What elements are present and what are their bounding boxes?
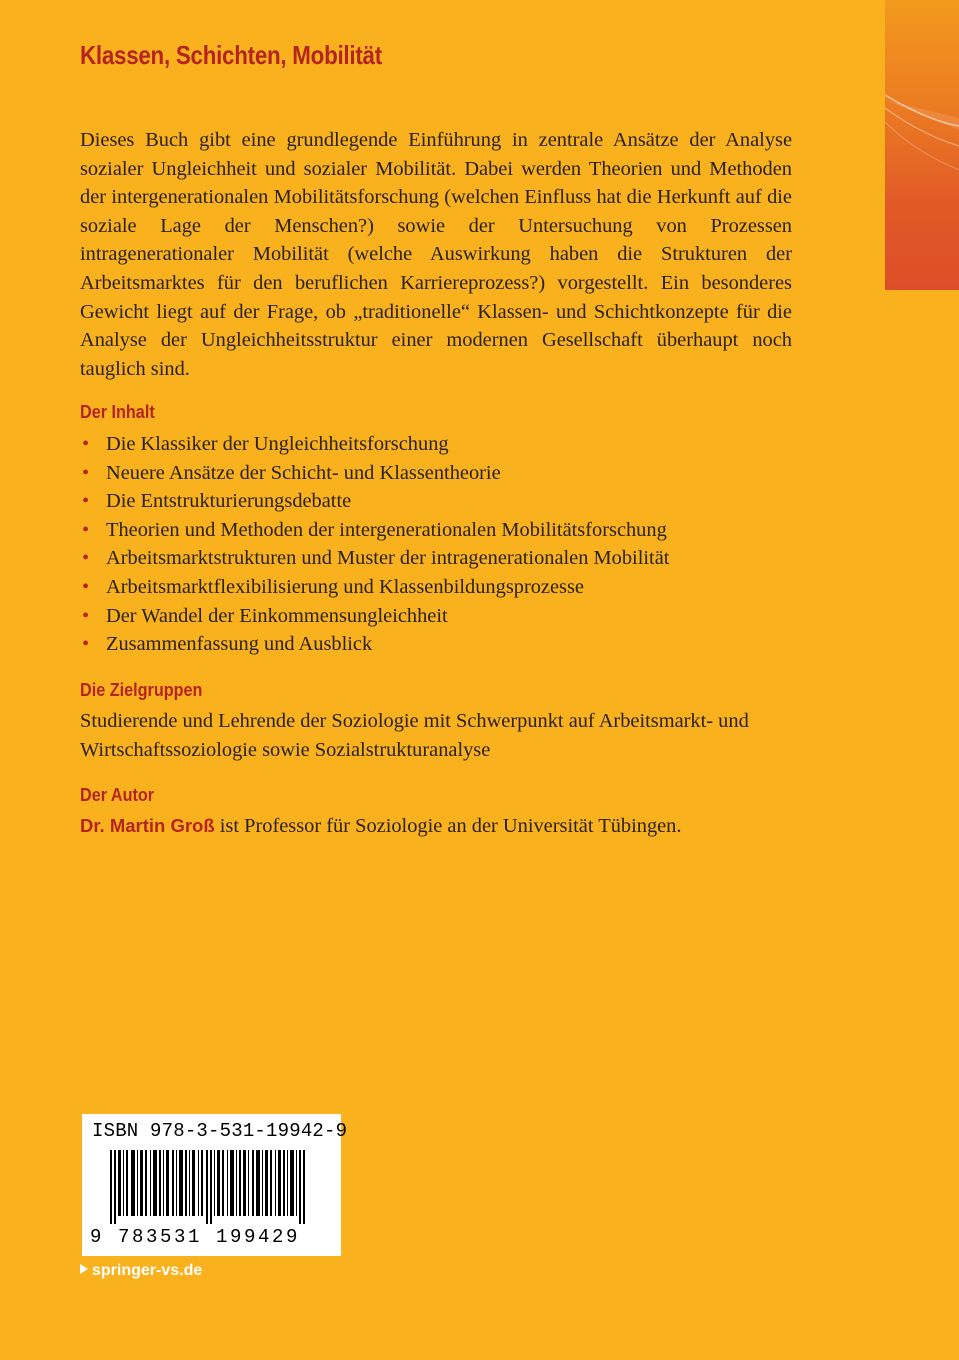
list-item — [80, 573, 669, 602]
website-link[interactable] — [80, 1262, 202, 1280]
bullet-icon: • — [82, 433, 90, 455]
list-item — [80, 487, 669, 516]
list-item — [80, 602, 669, 631]
bullet-icon: • — [82, 547, 90, 570]
list-item — [80, 430, 669, 459]
bullet-icon: • — [82, 633, 90, 656]
decorative-swoosh — [885, 0, 959, 290]
website-link-text: springer-vs.de — [92, 1262, 203, 1279]
list-item-text: Neuere Ansätze der Schicht- und Klassentheorie — [106, 461, 501, 484]
barcode-bars — [82, 1150, 341, 1224]
contents-heading: Der Inhalt — [80, 402, 155, 422]
list-item-text: Zusammenfassung und Ausblick — [106, 633, 373, 656]
bullet-icon: • — [82, 604, 90, 627]
author-heading: Der Autor — [80, 785, 155, 805]
list-item-text: Die Klassiker der Ungleichheitsforschung — [106, 433, 449, 455]
author-paragraph — [80, 812, 792, 841]
isbn-barcode — [82, 1114, 348, 1256]
list-item-text: Theorien und Methoden der intergenerationalen Mobilitätsforschung — [106, 518, 667, 541]
bullet-icon: • — [82, 575, 90, 598]
bullet-icon: • — [82, 490, 90, 513]
barcode-digits: 9 783531 199429 — [90, 1226, 301, 1248]
book-title: Klassen, Schichten, Mobilität — [80, 40, 382, 70]
list-item-text: Die Entstrukturierungsdebatte — [106, 490, 352, 513]
arrow-right-icon — [80, 1264, 88, 1274]
intro-paragraph: Dieses Buch gibt eine grundlegende Einführung in zentrale Ansätze der Analyse sozialer Ungleichheit und sozialer Mobilität. Dabei werden Theorien und Methoden der intergenerationalen Mobilitätsforschung (welchen Einfluss hat die Herkunft auf die soziale Lage der Menschen?) sowie der Untersuchung von Prozessen intragenerationaler Mobilität (welche Auswirkung haben die Strukturen der Arbeitsmarktes für den beruflichen Karriereprozess?) vorgestellt. Ein besonderes Gewicht liegt auf der Frage, ob „traditionelle“ Klassen- und Schichtkonzepte für die Analyse der Ungleichheitsstruktur einer modernen Gesellschaft überhaupt noch tauglich sind. — [80, 129, 792, 380]
decorative-orange-band — [885, 0, 959, 290]
list-item — [80, 516, 669, 545]
list-item-text: Arbeitsmarktstrukturen und Muster der intragenerationalen Mobilität — [106, 547, 670, 570]
list-item — [80, 630, 669, 659]
author-name: Dr. Martin Groß — [80, 815, 215, 836]
list-item-text: Arbeitsmarktflexibilisierung und Klassenbildungsprozesse — [106, 575, 584, 598]
bullet-icon: • — [82, 518, 90, 541]
list-item — [80, 459, 669, 488]
audience-text: Studierende und Lehrende der Soziologie mit Schwerpunkt auf Arbeitsmarkt- und Wirtschaftssoziologie sowie Sozialstrukturanalyse — [80, 710, 749, 761]
list-item — [80, 544, 669, 573]
contents-list — [80, 430, 669, 659]
bullet-icon: • — [82, 461, 90, 484]
author-text: ist Professor für Soziologie an der Universität Tübingen. — [214, 815, 682, 837]
list-item-text: Der Wandel der Einkommensungleichheit — [106, 604, 448, 627]
audience-heading: Die Zielgruppen — [80, 680, 203, 700]
isbn-label: ISBN 978-3-531-19942-9 — [92, 1120, 348, 1142]
